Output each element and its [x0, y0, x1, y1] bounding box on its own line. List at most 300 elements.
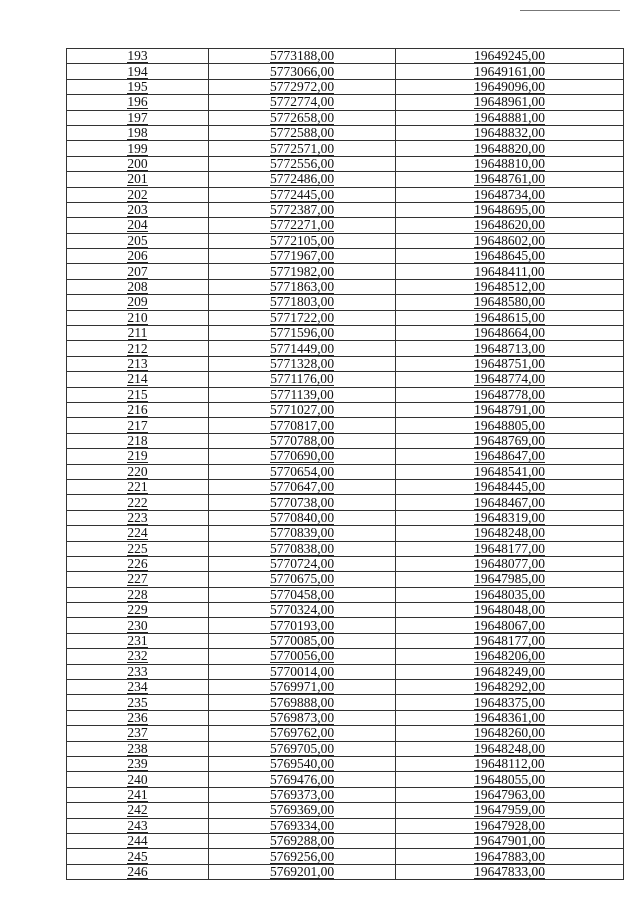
cell-value: 5772571,00	[269, 140, 335, 156]
cell-value: 5771176,00	[270, 371, 334, 387]
table-row	[67, 726, 624, 741]
cell-value: 241	[127, 787, 148, 802]
cell-value: 5770193,00	[269, 617, 335, 633]
point-number-cell	[67, 187, 209, 202]
cell-value: 19648620,00	[474, 217, 545, 233]
point-number-cell	[67, 680, 209, 695]
x-coordinate-cell	[209, 833, 396, 848]
point-number-cell	[67, 433, 209, 448]
x-coordinate-cell	[209, 95, 396, 110]
cell-value: 5773066,00	[269, 63, 335, 79]
y-coordinate-cell	[396, 541, 624, 556]
table-row	[67, 264, 624, 279]
table-row	[67, 402, 624, 417]
cell-value: 5769256,00	[269, 848, 335, 864]
x-coordinate-cell	[209, 156, 396, 171]
y-coordinate-cell	[396, 449, 624, 464]
cell-value: 19647883,00	[474, 848, 545, 864]
y-coordinate-cell	[396, 264, 624, 279]
y-coordinate-cell	[396, 295, 624, 310]
y-coordinate-cell	[396, 218, 624, 233]
cell-value: 19648602,00	[474, 233, 545, 248]
cell-value: 19648260,00	[474, 725, 545, 741]
cell-value: 5769971,00	[269, 679, 335, 695]
cell-value: 5769705,00	[269, 741, 335, 756]
cell-value: 19648774,00	[474, 371, 545, 387]
table-row	[67, 202, 624, 217]
y-coordinate-cell	[396, 249, 624, 264]
point-number-cell	[67, 449, 209, 464]
cell-value: 198	[127, 125, 148, 141]
table-row	[67, 864, 624, 879]
cell-value: 211	[127, 325, 148, 341]
table-row	[67, 279, 624, 294]
cell-value: 5770647,00	[269, 479, 335, 495]
x-coordinate-cell	[209, 818, 396, 833]
x-coordinate-cell	[209, 464, 396, 479]
cell-value: 194	[127, 63, 148, 79]
cell-value: 5770838,00	[269, 541, 335, 556]
cell-value: 5770724,00	[269, 556, 335, 572]
cell-value: 19647963,00	[474, 787, 545, 802]
y-coordinate-cell	[396, 95, 624, 110]
x-coordinate-cell	[209, 310, 396, 325]
y-coordinate-cell	[396, 864, 624, 879]
table-row	[67, 680, 624, 695]
y-coordinate-cell	[396, 572, 624, 587]
cell-value: 19648832,00	[474, 125, 545, 141]
point-number-cell	[67, 387, 209, 402]
cell-value: 19648664,00	[474, 325, 545, 341]
cell-value: 215	[127, 387, 148, 402]
point-number-cell	[67, 479, 209, 494]
point-number-cell	[67, 772, 209, 787]
cell-value: 195	[127, 79, 148, 94]
table-row	[67, 110, 624, 125]
point-number-cell	[67, 603, 209, 618]
cell-value: 19648881,00	[474, 110, 545, 125]
cell-value: 19648055,00	[474, 771, 545, 787]
y-coordinate-cell	[396, 233, 624, 248]
y-coordinate-cell	[396, 726, 624, 741]
cell-value: 220	[127, 464, 148, 479]
cell-value: 225	[127, 541, 148, 556]
cell-value: 212	[127, 340, 148, 356]
y-coordinate-cell	[396, 156, 624, 171]
table-row	[67, 649, 624, 664]
x-coordinate-cell	[209, 172, 396, 187]
point-number-cell	[67, 710, 209, 725]
cell-value: 19648361,00	[474, 710, 545, 725]
point-number-cell	[67, 695, 209, 710]
cell-value: 19647833,00	[474, 864, 545, 879]
y-coordinate-cell	[396, 618, 624, 633]
cell-value: 207	[127, 263, 148, 279]
cell-value: 19648713,00	[474, 340, 545, 356]
table-row	[67, 249, 624, 264]
cell-value: 5769369,00	[269, 802, 335, 818]
cell-value: 19648580,00	[474, 294, 545, 310]
cell-value: 19648206,00	[474, 648, 545, 664]
point-number-cell	[67, 141, 209, 156]
point-number-cell	[67, 156, 209, 171]
x-coordinate-cell	[209, 202, 396, 217]
x-coordinate-cell	[209, 603, 396, 618]
cell-value: 5770840,00	[269, 510, 335, 525]
cell-value: 19648467,00	[474, 494, 545, 510]
point-number-cell	[67, 495, 209, 510]
table-row	[67, 95, 624, 110]
cell-value: 5770324,00	[269, 602, 335, 618]
y-coordinate-cell	[396, 833, 624, 848]
cell-value: 5772774,00	[269, 94, 335, 110]
y-coordinate-cell	[396, 310, 624, 325]
point-number-cell	[67, 510, 209, 525]
y-coordinate-cell	[396, 772, 624, 787]
point-number-cell	[67, 95, 209, 110]
cell-value: 230	[127, 617, 148, 633]
cell-value: 202	[127, 187, 148, 202]
point-number-cell	[67, 125, 209, 140]
cell-value: 236	[127, 710, 148, 725]
x-coordinate-cell	[209, 633, 396, 648]
point-number-cell	[67, 264, 209, 279]
y-coordinate-cell	[396, 587, 624, 602]
table-row	[67, 756, 624, 771]
cell-value: 19648734,00	[474, 187, 545, 202]
header-rule	[520, 10, 620, 11]
cell-value: 5769201,00	[269, 864, 335, 879]
table-row	[67, 572, 624, 587]
cell-value: 5770654,00	[269, 464, 335, 479]
y-coordinate-cell	[396, 187, 624, 202]
point-number-cell	[67, 110, 209, 125]
point-number-cell	[67, 833, 209, 848]
x-coordinate-cell	[209, 356, 396, 371]
cell-value: 5772486,00	[269, 171, 335, 187]
cell-value: 5770690,00	[269, 448, 335, 464]
cell-value: 5772556,00	[269, 156, 335, 171]
cell-value: 5772588,00	[269, 125, 335, 141]
cell-value: 5773188,00	[269, 48, 335, 64]
x-coordinate-cell	[209, 495, 396, 510]
x-coordinate-cell	[209, 541, 396, 556]
x-coordinate-cell	[209, 680, 396, 695]
cell-value: 19649096,00	[474, 79, 545, 94]
cell-value: 5770056,00	[269, 648, 335, 664]
cell-value: 19648445,00	[474, 479, 545, 495]
y-coordinate-cell	[396, 64, 624, 79]
table-row	[67, 141, 624, 156]
x-coordinate-cell	[209, 418, 396, 433]
y-coordinate-cell	[396, 680, 624, 695]
cell-value: 5770675,00	[269, 571, 335, 587]
table-row	[67, 495, 624, 510]
point-number-cell	[67, 49, 209, 64]
point-number-cell	[67, 618, 209, 633]
table-row	[67, 187, 624, 202]
cell-value: 5769888,00	[269, 694, 335, 710]
table-row	[67, 356, 624, 371]
table-row	[67, 310, 624, 325]
y-coordinate-cell	[396, 787, 624, 802]
cell-value: 19647928,00	[474, 818, 545, 833]
point-number-cell	[67, 803, 209, 818]
cell-value: 19648067,00	[474, 617, 545, 633]
cell-value: 19648805,00	[474, 417, 545, 433]
cell-value: 19648645,00	[474, 248, 545, 264]
y-coordinate-cell	[396, 125, 624, 140]
point-number-cell	[67, 649, 209, 664]
cell-value: 19649161,00	[474, 63, 545, 79]
x-coordinate-cell	[209, 326, 396, 341]
y-coordinate-cell	[396, 818, 624, 833]
cell-value: 217	[127, 417, 148, 433]
point-number-cell	[67, 556, 209, 571]
cell-value: 246	[127, 864, 148, 879]
table-row	[67, 541, 624, 556]
y-coordinate-cell	[396, 556, 624, 571]
cell-value: 5770085,00	[269, 633, 335, 649]
x-coordinate-cell	[209, 449, 396, 464]
x-coordinate-cell	[209, 510, 396, 525]
table-row	[67, 433, 624, 448]
cell-value: 19648512,00	[474, 279, 545, 295]
cell-value: 210	[127, 310, 148, 325]
table-row	[67, 464, 624, 479]
table-row	[67, 387, 624, 402]
cell-value: 19648647,00	[474, 448, 545, 464]
cell-value: 5772105,00	[269, 233, 335, 248]
cell-value: 201	[127, 171, 148, 187]
y-coordinate-cell	[396, 172, 624, 187]
table-row	[67, 326, 624, 341]
point-number-cell	[67, 849, 209, 864]
table-row	[67, 618, 624, 633]
cell-value: 5771139,00	[270, 387, 334, 402]
y-coordinate-cell	[396, 803, 624, 818]
y-coordinate-cell	[396, 526, 624, 541]
y-coordinate-cell	[396, 110, 624, 125]
cell-value: 19648249,00	[474, 664, 545, 679]
point-number-cell	[67, 741, 209, 756]
cell-value: 5771596,00	[269, 325, 335, 341]
x-coordinate-cell	[209, 849, 396, 864]
cell-value: 229	[127, 602, 148, 618]
cell-value: 19648048,00	[474, 602, 545, 618]
cell-value: 19648035,00	[474, 587, 545, 602]
table-row	[67, 341, 624, 356]
cell-value: 203	[127, 202, 148, 218]
cell-value: 19648778,00	[474, 387, 545, 402]
table-row	[67, 125, 624, 140]
x-coordinate-cell	[209, 756, 396, 771]
y-coordinate-cell	[396, 510, 624, 525]
cell-value: 245	[127, 848, 148, 864]
y-coordinate-cell	[396, 633, 624, 648]
table-row	[67, 603, 624, 618]
cell-value: 221	[127, 479, 148, 495]
cell-value: 19648961,00	[474, 94, 545, 110]
cell-value: 238	[127, 741, 148, 756]
table-row	[67, 156, 624, 171]
cell-value: 237	[127, 725, 148, 741]
point-number-cell	[67, 202, 209, 217]
table-row	[67, 741, 624, 756]
cell-value: 213	[127, 356, 148, 371]
table-row	[67, 787, 624, 802]
x-coordinate-cell	[209, 772, 396, 787]
x-coordinate-cell	[209, 649, 396, 664]
y-coordinate-cell	[396, 695, 624, 710]
x-coordinate-cell	[209, 64, 396, 79]
cell-value: 19648077,00	[474, 556, 545, 572]
table-row	[67, 803, 624, 818]
point-number-cell	[67, 587, 209, 602]
y-coordinate-cell	[396, 710, 624, 725]
cell-value: 5770788,00	[269, 433, 335, 448]
point-number-cell	[67, 418, 209, 433]
table-row	[67, 695, 624, 710]
cell-value: 232	[127, 648, 148, 664]
point-number-cell	[67, 341, 209, 356]
x-coordinate-cell	[209, 79, 396, 94]
point-number-cell	[67, 372, 209, 387]
y-coordinate-cell	[396, 756, 624, 771]
cell-value: 5772445,00	[269, 187, 335, 202]
point-number-cell	[67, 233, 209, 248]
y-coordinate-cell	[396, 79, 624, 94]
cell-value: 19648615,00	[474, 310, 545, 325]
point-number-cell	[67, 526, 209, 541]
point-number-cell	[67, 818, 209, 833]
cell-value: 19648292,00	[474, 679, 545, 695]
x-coordinate-cell	[209, 787, 396, 802]
cell-value: 19648248,00	[474, 525, 545, 541]
x-coordinate-cell	[209, 526, 396, 541]
y-coordinate-cell	[396, 495, 624, 510]
x-coordinate-cell	[209, 279, 396, 294]
table-row	[67, 587, 624, 602]
cell-value: 19648810,00	[474, 156, 545, 171]
y-coordinate-cell	[396, 603, 624, 618]
cell-value: 239	[127, 756, 148, 772]
table-row	[67, 233, 624, 248]
y-coordinate-cell	[396, 387, 624, 402]
cell-value: 5772658,00	[269, 110, 335, 125]
table-row	[67, 818, 624, 833]
cell-value: 5769476,00	[269, 771, 335, 787]
cell-value: 19648695,00	[474, 202, 545, 218]
x-coordinate-cell	[209, 110, 396, 125]
cell-value: 5771863,00	[269, 279, 335, 295]
cell-value: 218	[127, 433, 148, 448]
point-number-cell	[67, 64, 209, 79]
point-number-cell	[67, 787, 209, 802]
x-coordinate-cell	[209, 49, 396, 64]
cell-value: 5769762,00	[269, 725, 335, 741]
table-row	[67, 79, 624, 94]
x-coordinate-cell	[209, 572, 396, 587]
cell-value: 209	[127, 294, 148, 310]
point-number-cell	[67, 402, 209, 417]
table-row	[67, 710, 624, 725]
table-row	[67, 772, 624, 787]
point-number-cell	[67, 756, 209, 771]
y-coordinate-cell	[396, 202, 624, 217]
x-coordinate-cell	[209, 618, 396, 633]
table-row	[67, 418, 624, 433]
cell-value: 226	[127, 556, 148, 572]
y-coordinate-cell	[396, 418, 624, 433]
cell-value: 244	[127, 833, 148, 849]
cell-value: 216	[127, 402, 148, 418]
cell-value: 5771722,00	[269, 310, 335, 325]
table-row	[67, 64, 624, 79]
y-coordinate-cell	[396, 141, 624, 156]
cell-value: 5770738,00	[269, 494, 335, 510]
x-coordinate-cell	[209, 233, 396, 248]
cell-value: 205	[127, 233, 148, 248]
table-row	[67, 172, 624, 187]
x-coordinate-cell	[209, 125, 396, 140]
x-coordinate-cell	[209, 556, 396, 571]
x-coordinate-cell	[209, 295, 396, 310]
point-number-cell	[67, 541, 209, 556]
cell-value: 19648319,00	[474, 510, 545, 525]
table-row	[67, 295, 624, 310]
cell-value: 19648761,00	[474, 171, 545, 187]
cell-value: 227	[127, 571, 148, 587]
table-row	[67, 556, 624, 571]
cell-value: 223	[127, 510, 148, 525]
point-number-cell	[67, 464, 209, 479]
point-number-cell	[67, 218, 209, 233]
cell-value: 19648112,00	[474, 756, 545, 772]
table-row	[67, 479, 624, 494]
table-row	[67, 510, 624, 525]
x-coordinate-cell	[209, 372, 396, 387]
point-number-cell	[67, 356, 209, 371]
cell-value: 200	[127, 156, 148, 171]
cell-value: 228	[127, 587, 148, 602]
cell-value: 5771967,00	[269, 248, 335, 264]
point-number-cell	[67, 172, 209, 187]
x-coordinate-cell	[209, 187, 396, 202]
cell-value: 224	[127, 525, 148, 541]
y-coordinate-cell	[396, 741, 624, 756]
cell-value: 5770014,00	[269, 664, 335, 679]
x-coordinate-cell	[209, 664, 396, 679]
cell-value: 19648751,00	[474, 356, 545, 371]
x-coordinate-cell	[209, 710, 396, 725]
table-row	[67, 849, 624, 864]
point-number-cell	[67, 295, 209, 310]
cell-value: 19647901,00	[474, 833, 545, 849]
cell-value: 5769334,00	[269, 818, 335, 833]
cell-value: 208	[127, 279, 148, 295]
y-coordinate-cell	[396, 49, 624, 64]
y-coordinate-cell	[396, 664, 624, 679]
x-coordinate-cell	[209, 402, 396, 417]
x-coordinate-cell	[209, 141, 396, 156]
x-coordinate-cell	[209, 249, 396, 264]
table-row	[67, 449, 624, 464]
y-coordinate-cell	[396, 479, 624, 494]
cell-value: 5769873,00	[269, 710, 335, 725]
cell-value: 19648177,00	[474, 541, 545, 556]
cell-value: 219	[127, 448, 148, 464]
